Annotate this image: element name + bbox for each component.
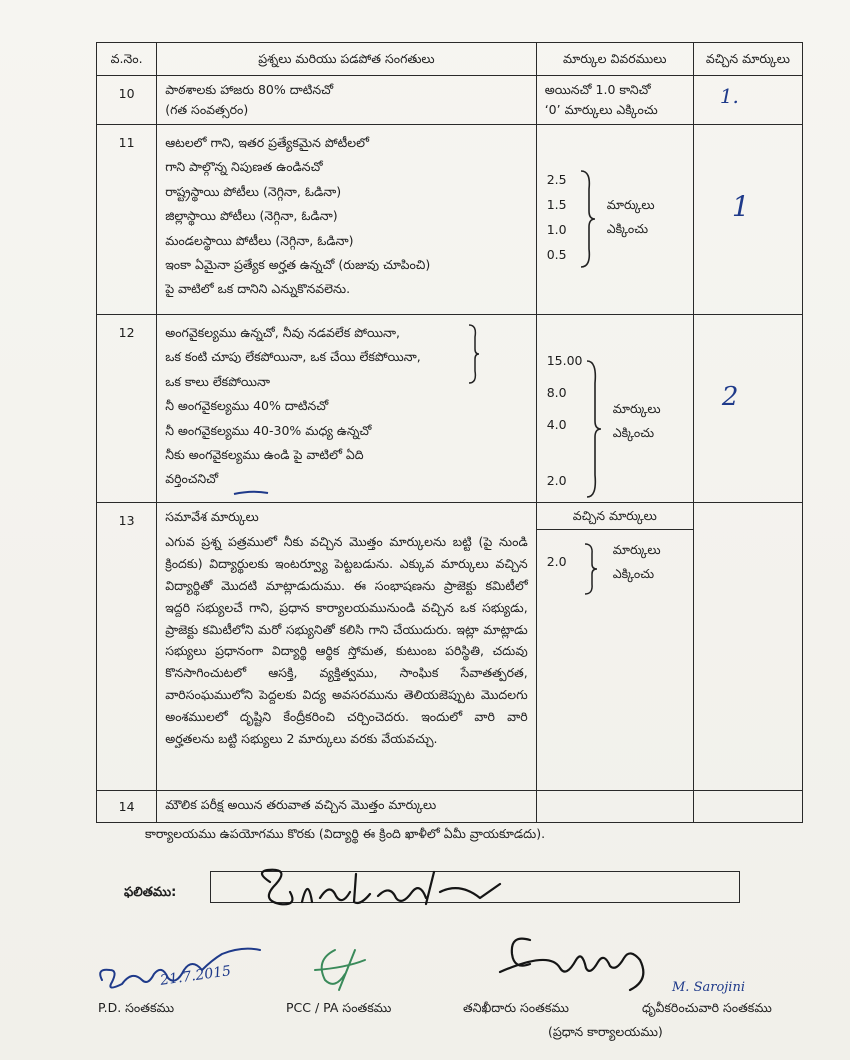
attestor-signature-label: ధృవీకరించువారి సంతకము [642, 1000, 772, 1015]
row-question [157, 503, 537, 791]
row-marks-got [693, 791, 802, 823]
marks-table [96, 42, 803, 823]
brace-icon [467, 323, 481, 385]
row-marks-got [693, 125, 802, 315]
question-line: (గత సంవత్సరం) [165, 102, 249, 117]
question-line: పాఠశాలకు హాజరు 80% దాటినచో [165, 82, 334, 97]
table-row-11 [97, 125, 803, 315]
question-line: రాష్ట్రస్థాయి పోటీలు (నెగ్గినా, ఓడినా) [165, 183, 342, 199]
pen-stroke [232, 488, 272, 498]
row-marks-got [693, 503, 802, 791]
handwritten-name: M. Sarojini [672, 980, 745, 995]
row-title: సమావేశ మార్కులు [165, 509, 259, 524]
table-header-row [97, 43, 803, 76]
row-marks-desc [536, 125, 693, 315]
result-signature [250, 862, 510, 917]
inspector-signature [490, 920, 670, 1000]
row-question [157, 125, 537, 315]
question-line: ఒక కాలు లేకపోయినా [165, 373, 270, 389]
col-header-question: ప్రశ్నలు మరియు పడపోత సంగతులు [157, 43, 537, 76]
row-question [157, 315, 537, 503]
question-line: జిల్లాస్థాయి పోటీలు (నెగ్గినా, ఓడినా) [165, 208, 338, 224]
row-marks-desc [536, 315, 693, 503]
brace-icon [579, 169, 597, 269]
table-row-13 [97, 503, 803, 791]
marks-label: మార్కులు [612, 401, 661, 416]
question-line: అంగవైకల్యము ఉన్నచో, నీవు నడవలేక పోయినా, [165, 325, 401, 340]
question-line: ఆటలలో గాని, ఇతర ప్రత్యేకమైన పోటీలలో [165, 135, 369, 150]
row-sno: 10 [97, 76, 157, 125]
handwritten-mark: 1 [731, 190, 750, 223]
row-marks-got [693, 76, 802, 125]
question-line: నీకు అంగవైకల్యము ఉండి పై వాటిలో ఏది [165, 446, 364, 462]
row-marks-desc [536, 503, 693, 791]
brace-icon [585, 359, 603, 499]
marks-label: ఎక్కించు [612, 425, 655, 441]
marks-label: మార్కులు [612, 542, 661, 557]
row-sno: 11 [97, 125, 157, 315]
question-line: పై వాటిలో ఒక దానిని ఎన్నుకొనవలెను. [165, 281, 351, 297]
marks-label: ఎక్కించు [606, 220, 649, 236]
row-sno: 14 [97, 791, 157, 823]
marks-desc-line: ‘0’ మార్కులు ఎక్కించు [544, 102, 658, 117]
row-sno: 12 [97, 315, 157, 503]
mark-value: 4.0 [546, 417, 567, 432]
row-marks-got [693, 315, 802, 503]
table-row-10 [97, 76, 803, 125]
mark-value: 15.00 [546, 353, 583, 368]
question-line: గాని పాల్గొన్న నిపుణత ఉండినచో [165, 159, 323, 175]
col-header-marks-got: వచ్చిన మార్కులు [693, 43, 802, 76]
pcc-signature [305, 940, 385, 1000]
row-question: మౌలిక పరీక్ష అయిన తరువాత వచ్చిన మొత్తం మార్కులు [157, 791, 537, 823]
mark-value: 8.0 [546, 385, 567, 400]
question-line: వర్తించనిచో [165, 471, 219, 487]
inspector-signature-sublabel: (ప్రధాన కార్యాలయము) [548, 1024, 663, 1039]
office-use-note: కార్యాలయము ఉపయోగము కొరకు (విద్యార్థి ఈ క్రింది ఖాళీలో ఏమీ వ్రాయకూడదు). [145, 826, 546, 841]
mark-value: 1.5 [546, 197, 567, 212]
mark-value: 0.5 [546, 247, 567, 262]
brace-icon [583, 542, 599, 596]
question-line: మండలస్థాయి పోటీలు (నెగ్గినా, ఓడినా) [165, 232, 354, 248]
table-row-14 [97, 791, 803, 823]
row-marks-desc [536, 76, 693, 125]
handwritten-mark: 1. [719, 84, 739, 108]
inspector-signature-label: తనిఖీదారు సంతకము [463, 1000, 569, 1015]
mark-value: 1.0 [546, 222, 567, 237]
col-header-marks-desc: మార్కుల వివరములు [536, 43, 693, 76]
handwritten-date: 21.7.2015 [159, 963, 233, 989]
question-line: ఒక కంటి చూపు లేకపోయినా, ఒక చేయి లేకపోయినా, [165, 349, 421, 365]
row-marks-desc [536, 791, 693, 823]
mark-value: 2.0 [546, 554, 567, 569]
marks-label: ఎక్కించు [612, 565, 655, 581]
mark-value: 2.5 [546, 172, 567, 187]
question-line: నీ అంగవైకల్యము 40-30% మధ్య ఉన్నచో [165, 422, 372, 438]
row-question [157, 76, 537, 125]
col-header-sno: వ.నెం. [97, 43, 157, 76]
pcc-signature-label: PCC / PA సంతకము [286, 1000, 392, 1015]
row-sno: 13 [97, 503, 157, 791]
question-line: ఇంకా ఏమైనా ప్రత్యేక అర్హత ఉన్నచో (రుజువు చూపించి) [165, 256, 431, 272]
mark-value: 2.0 [546, 473, 567, 488]
marks-label: మార్కులు [606, 197, 655, 212]
interview-description: ఎగువ ప్రశ్న పత్రములో నీకు వచ్చిన మొత్తం మార్కులను బట్టి (పై నుండి క్రిందకు) విద్యార్థులకు ఇంటర్వ్యూ పెట్టబడును. ఎక్కువ మార్కులు వచ్చిన విద్యార్థితో మొదటి మాట్లాడుదుము. ఈ సంభాషణను ప్రాజెక్టు కమిటీలో ఇద్దరి సభ్యులచే గాని, ప్రధాన కార్యాలయమునుండి వచ్చిన ఒక సభ్యుడు, ప్రాజెక్టు కమిటీలోని మరో సభ్యునితో కలిసి గాని చేయుదురు. ఇట్లా మాట్లాడు సభ్యులు ప్రధానంగా విద్యార్థి ఆర్థిక స్తోమత, కుటుంబ పరిస్థితి, చదువు కొనసాగించుటలో ఆసక్తి, వ్యక్తిత్వము, సాంఘిక సేవాతత్పరత, వారిసంఘములోని పెద్దలకు విద్య అవసరమును తెలియజెప్పుట మొదలగు అంశములలో దృష్టిని కేంద్రీకరించి చర్చించెదరు. ఇందులో వారి వారి అర్హతలను బట్టి సభ్యులు 2 మార్కులు వరకు వేయవచ్చు. [165, 534, 528, 746]
marks-subheader: వచ్చిన మార్కులు [537, 503, 693, 530]
question-line: నీ అంగవైకల్యము 40% దాటినచో [165, 398, 329, 414]
table-row-12 [97, 315, 803, 503]
handwritten-mark: 2 [721, 382, 739, 412]
marks-desc-line: అయినచో 1.0 కానిచో [544, 82, 651, 97]
result-label: ఫలితము: [124, 885, 177, 900]
pd-signature-label: P.D. సంతకము [98, 1000, 175, 1015]
